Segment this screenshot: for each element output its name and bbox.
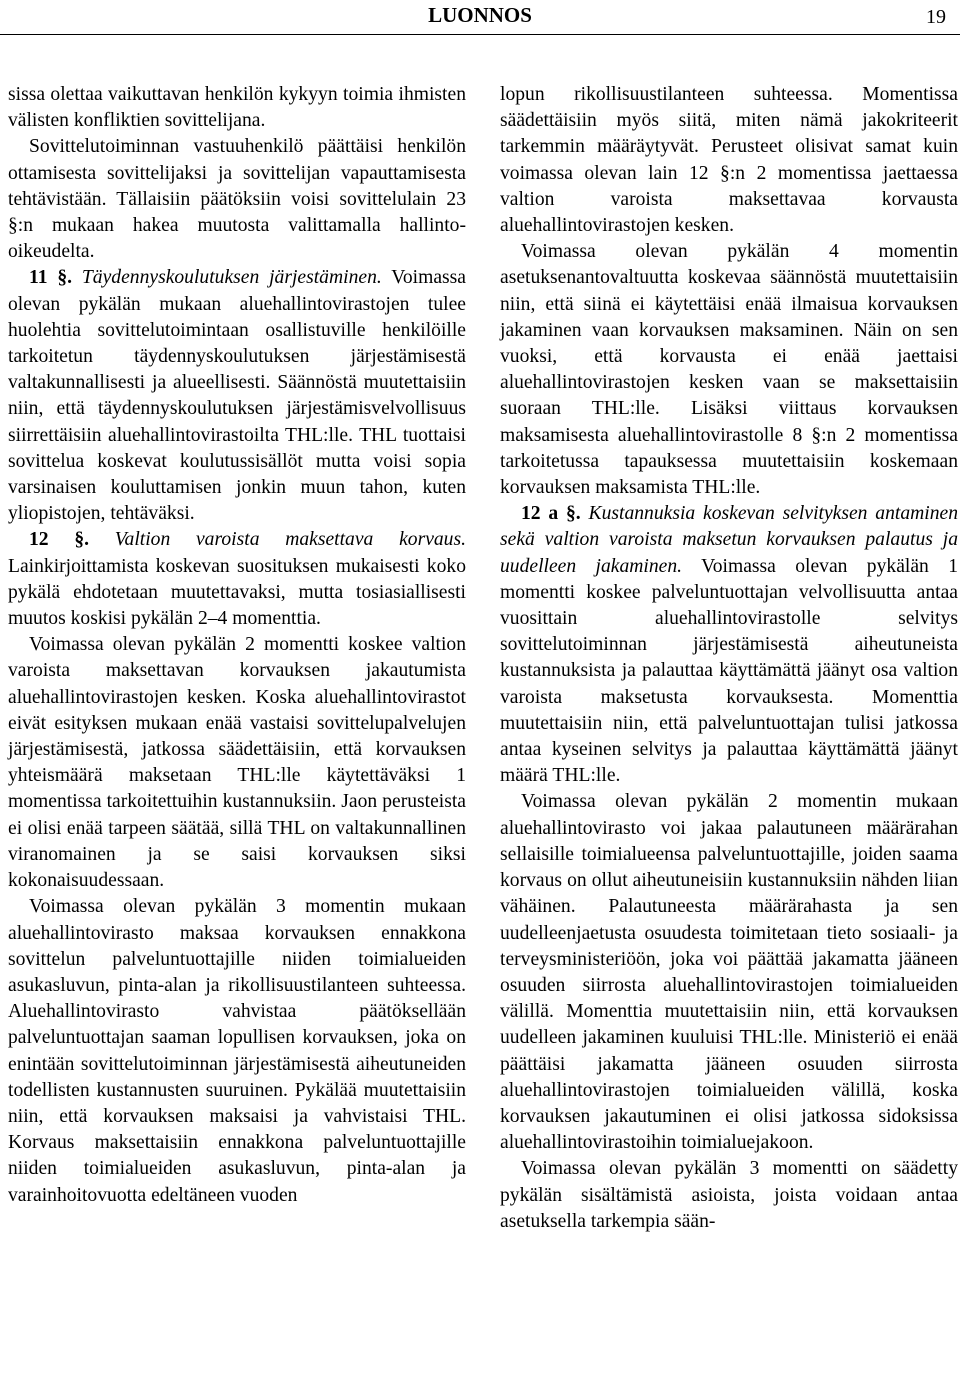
paragraph: Voimassa olevan pykälän 2 momentin mukaan aluehallintovirasto voi jakaa palautuneen määrärahan sellaisille toimialueensa palveluntuottajille, joiden saama korvaus on ollut aiheutuneisiin kustannuksiin nähden liian vähäinen. Palautuneesta määrärahasta ja sen uudelleenjaetusta osuudesta toimitetaan tieto sosiaali- ja terveysministeriöön, joka voi päättää jakamatta jääneen osuuden siirrosta aluehallintovirastojen toimialueiden välillä. Momenttia muutettaisiin niin, että korvauksen uudelleen jakaminen kuuluisi THL:lle. Ministeriö ei enää päättäisi jakamatta jääneen osuuden siirrosta aluehallintovirastojen toimialueiden välillä, koska korvauksen jakautuminen ei olisi jatkossa sidoksissa aluehallintovirastoihin toimialuejakoon. — [500, 791, 958, 1154]
paragraph: Voimassa olevan pykälän 4 momentin asetuksenantovaltuutta koskevaa säännöstä muutettaisiin niin, että siinä ei käytettäisi enää ilmaisua korvauksen jakaminen vaan korvauksen maksaminen. Näin on sen vuoksi, että korvausta ei enää jaettaisi aluehallintovirastojen kesken vaan se maksettaisiin suoraan THL:lle. Lisäksi viittaus korvauksen maksamisesta aluehallintovirastolle 8 §:n 2 momentissa tarkoitetussa tapauksessa muutettaisiin koskemaan korvauksen maksamista THL:lle. — [500, 241, 958, 499]
paragraph: sissa olettaa vaikuttavan henkilön kykyyn toimia ihmisten välisten konfliktien sovittelijana. — [8, 84, 466, 132]
paragraph: Sovittelutoiminnan vastuuhenkilö päättäisi henkilön ottamisesta sovittelijaksi ja sovittelijan vapauttamisesta tehtävistään. Tällaisiin päätöksiin voisi sovittelulain 23 §:n mukaan hakea muutosta valittamalla hallinto-oikeudelta. — [8, 136, 466, 263]
section-number: 12 §. — [29, 529, 90, 551]
section-11 — [8, 265, 466, 527]
paragraph: Voimassa olevan pykälän 3 momentti on säädetty pykälän sisältämistä asioista, joista voidaan antaa asetuksella tarkempia sään- — [500, 1158, 958, 1232]
section-title: Täydennyskoulutuksen järjestäminen. — [81, 267, 382, 289]
paragraph: lopun rikollisuustilanteen suhteessa. Momentissa säädettäisiin myös siitä, miten nämä jakokriteerit tarkemmin määräytyvät. Perusteet olisivat samat kuin voimassa olevan lain 12 §:n 2 momentissa jaettaessa valtion varoista maksettavaa korvausta aluehallintovirastojen kesken. — [500, 84, 958, 237]
section-12 — [8, 527, 466, 632]
section-body: Voimassa olevan pykälän mukaan aluehallintovirastojen tulee huolehtia sovittelutoimintaan osallistuville henkilöille tarkoitetun täydennyskoulutuksen järjestämisestä valtakunnallisesti ja alueellisesti. Säännöstä muutettaisiin niin, että täydennyskoulutuksen järjestämisvelvollisuus siirrettäisiin aluehallintovirastoilta THL:lle. THL tuottaisi sovittelua koskevat koulutussisällöt mutta voisi sopia varsinaisen kouluttamisen jonkin muun tahon, kuten yliopistojen, tehtäväksi. — [8, 267, 466, 525]
paragraph: Voimassa olevan pykälän 2 momentti koskee valtion varoista maksettavan korvauksen jakautumista aluehallintovirastojen kesken. Koska aluehallintovirastot eivät esityksen mukaan enää vastaisi sovittelupalvelujen järjestämisestä, jatkossa säädettäisiin, että korvauksen yhteismäärä maksetaan THL:lle käytettäväksi 1 momentissa tarkoitettuihin kustannuksiin. Jaon perusteista ei olisi enää tarpeen säätää, sillä THL on valtakunnallinen viranomainen ja se saisi korvauksen siksi kokonaisuudessaan. — [8, 634, 466, 892]
paragraph: Voimassa olevan pykälän 3 momentin mukaan aluehallintovirasto maksaa korvauksen ennakkona sovittelun palveluntuottajille niiden toimialueiden asukasluvun, pinta-alan ja rikollisuustilanteen suhteessa. Aluehallintovirasto vahvistaa päätöksellään palveluntuottajan saaman lopullisen korvauksen, joka on enintään sovittelutoiminnan järjestämisestä aiheutuneiden todellisten kustannusten suuruinen. Pykälää muutettaisiin niin, että korvauksen maksaisi ja vahvistaisi THL. Korvaus maksettaisiin ennakkona palveluntuottajille niiden toimialueiden asukasluvun, pinta-alan ja varainhoitovuotta edeltäneen vuoden — [8, 896, 466, 1206]
section-12a — [500, 501, 958, 789]
section-body: Lainkirjoittamista koskevan suosituksen mukaisesti koko pykälä ehdotetaan muutettavaksi, mutta tosiasiallisesti muutos koskisi pykälän 2–4 momenttia. — [8, 555, 466, 630]
header-divider — [0, 34, 960, 35]
section-number: 11 §. — [29, 267, 73, 289]
section-title: Kustannuksia koskevan selvityksen antaminen sekä valtion varoista maksetun korvauksen palautus ja uudelleen jakaminen. — [500, 503, 958, 577]
section-body: Voimassa olevan pykälän 1 momentti koskee palveluntuottajan velvollisuutta antaa vuosittain aluehallintovirastolle selvitys sovittelutoiminnan järjestämisestä aiheutuneista kustannuksista ja palauttaa käyttämättä jäänyt osa valtion varoista maksetusta korvauksesta. Momenttia muutettaisiin niin, että palveluntuottajan tulisi jatkossa antaa kyseinen selvitys ja palauttaa käyttämättä jäänyt määrä THL:lle. — [500, 555, 959, 787]
left-column — [8, 82, 466, 1209]
page-header-title: LUONNOS — [428, 3, 532, 27]
right-column — [500, 82, 958, 1235]
section-number: 12 a §. — [521, 503, 581, 525]
section-title: Valtion varoista maksettava korvaus. — [114, 529, 467, 551]
page-number: 19 — [926, 6, 946, 28]
